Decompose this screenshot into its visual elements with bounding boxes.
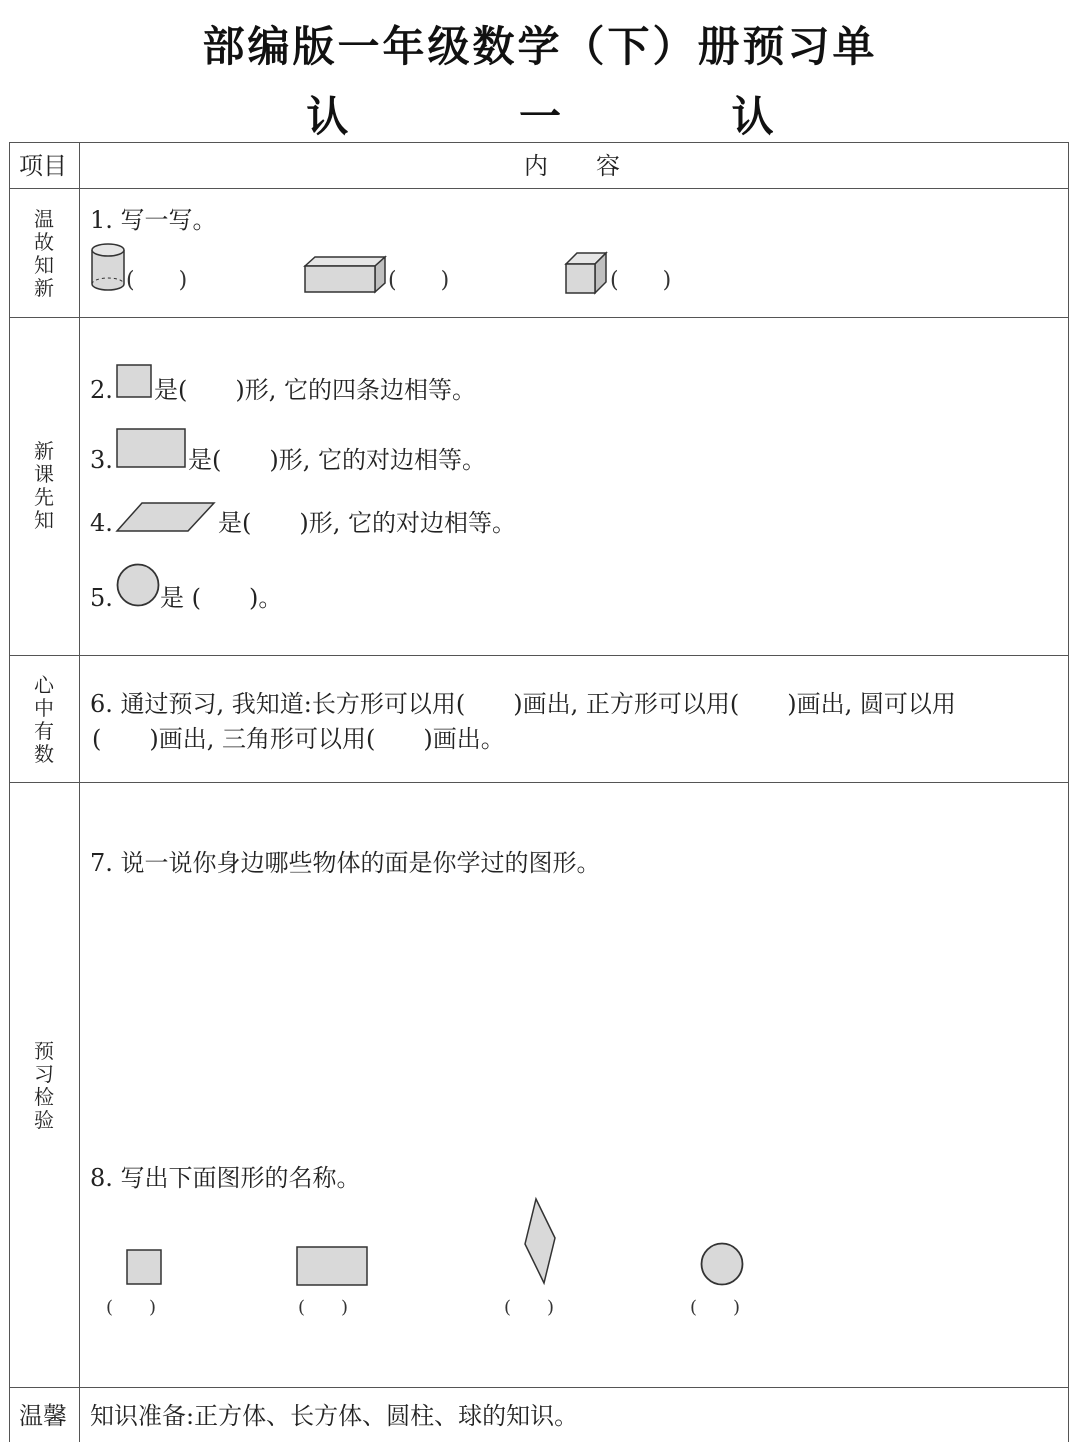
section-label-new: 新课先知 [34,439,54,532]
question-8: 8. 写出下面图形的名称。 [90,1164,361,1192]
section-label-tips: 温馨 [19,1402,67,1430]
cylinder-icon [90,240,126,294]
table-border-top [9,142,1069,143]
table-border-right [1068,142,1069,1442]
table-divider-3 [9,782,1069,783]
tips-text: 知识准备:正方体、长方体、圆柱、球的知识。 [90,1402,579,1430]
question-1: 1. 写一写。 [90,206,217,234]
question-6-line-1: 6. 通过预习, 我知道:长方形可以用( )画出, 正方形可以用( )画出, 圆可以用 [90,690,956,718]
rectangle-shape [116,428,186,468]
circle-shape [700,1242,744,1286]
table-divider-1 [9,317,1069,318]
table-divider-2 [9,655,1069,656]
question-4-number: 4. [90,509,113,537]
question-7: 7. 说一说你身边哪些物体的面是你学过的图形。 [90,849,601,877]
question-5-text: 是 ( )。 [160,584,283,612]
rectangle-shape [296,1246,368,1286]
question-5-number: 5. [90,584,113,612]
table-border-left [9,142,10,1442]
answer-blank-square[interactable]: ( ) [106,1297,157,1318]
question-3-number: 3. [90,446,113,474]
column-header-content: 内 容 [524,152,620,180]
square-shape [116,364,152,398]
answer-blank-cuboid[interactable]: ( ) [388,268,450,293]
page-title: 部编版一年级数学（下）册预习单 [202,22,878,71]
cuboid-icon [304,256,386,294]
section-label-mind: 心中有数 [34,673,54,766]
answer-blank-rectangle[interactable]: ( ) [298,1297,349,1318]
question-6-line-2: ( )画出, 三角形可以用( )画出。 [92,725,505,753]
answer-blank-cube[interactable]: ( ) [610,268,672,293]
question-3-text: 是( )形, 它的对边相等。 [188,446,486,474]
column-header-item: 项目 [19,152,67,180]
parallelogram-shape [116,502,216,532]
answer-blank-parallelogram[interactable]: ( ) [504,1297,555,1318]
cube-icon [565,252,607,294]
table-divider-header [9,188,1069,189]
question-2-text: 是( )形, 它的四条边相等。 [154,376,476,404]
section-label-check: 预习检验 [34,1039,54,1132]
question-2-number: 2. [90,376,113,404]
parallelogram-shape [524,1198,556,1284]
table-column-divider [79,142,80,1442]
square-shape [126,1249,162,1285]
circle-shape [116,563,160,607]
answer-blank-circle[interactable]: ( ) [690,1297,741,1318]
question-4-text: 是( )形, 它的对边相等。 [218,509,516,537]
section-label-review: 温故知新 [34,207,54,300]
answer-blank-cylinder[interactable]: ( ) [126,268,188,293]
page-subtitle: 认 一 认 [306,92,822,141]
table-divider-4 [9,1387,1069,1388]
